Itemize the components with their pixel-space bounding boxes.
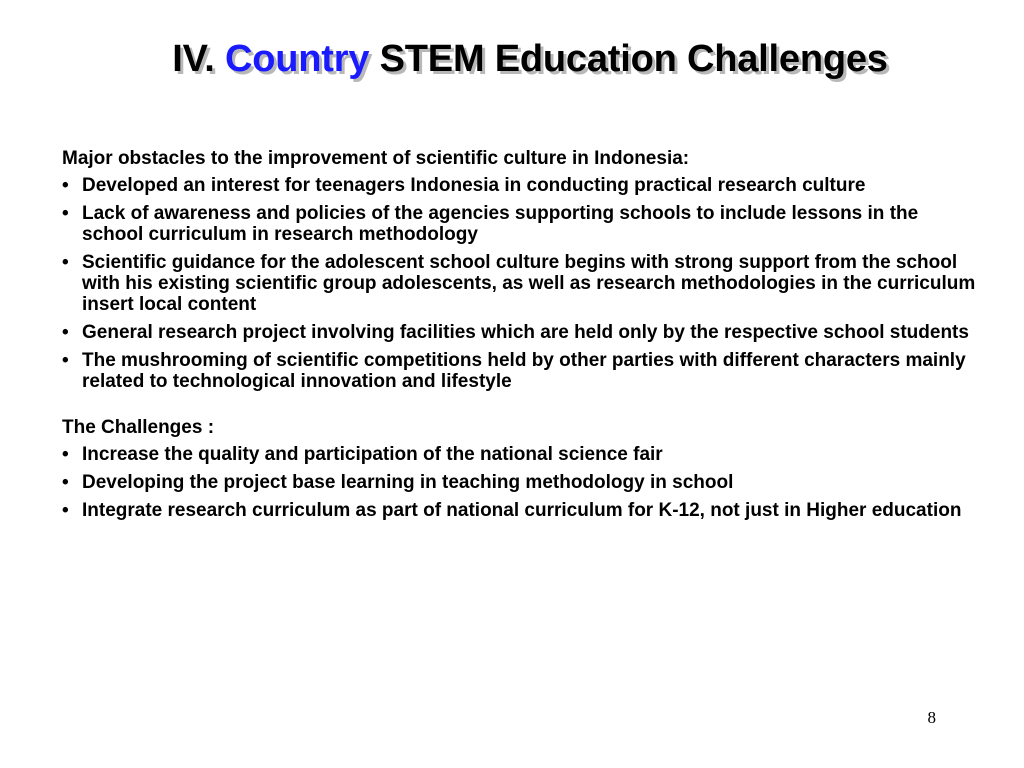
challenge-item (62, 500, 982, 521)
bullet-icon: • (62, 472, 69, 493)
bullet-icon: • (62, 203, 69, 224)
obstacle-item (62, 252, 982, 315)
obstacle-item (62, 322, 982, 343)
challenge-text: Increase the quality and participation of the national science fair (82, 444, 663, 465)
challenge-text: Integrate research curriculum as part of national curriculum for K-12, not just in Higher education (82, 500, 962, 521)
bullet-icon: • (62, 444, 69, 465)
obstacle-item (62, 350, 982, 392)
obstacle-text: Developed an interest for teenagers Indonesia in conducting practical research culture (82, 175, 866, 196)
challenge-item (62, 444, 982, 465)
obstacle-text: General research project involving facilities which are held only by the respective school students (82, 322, 969, 343)
slide-body (62, 148, 982, 528)
section-spacer (62, 399, 982, 417)
challenges-heading: The Challenges : (62, 417, 215, 438)
challenge-text: Developing the project base learning in teaching methodology in school (82, 472, 734, 493)
bullet-icon: • (62, 350, 69, 371)
bullet-icon: • (62, 252, 69, 273)
obstacles-list (62, 175, 982, 392)
slide-title (0, 38, 1024, 81)
obstacle-text: The mushrooming of scientific competitions held by other parties with different characters mainly related to technological innovation and lifestyle (82, 350, 966, 392)
page-number: 8 (927, 708, 936, 727)
title-suffix: STEM Education Challenges (369, 38, 888, 80)
bullet-icon: • (62, 500, 69, 521)
title-prefix: IV. (172, 38, 226, 80)
obstacle-item (62, 203, 982, 245)
obstacle-text: Scientific guidance for the adolescent school culture begins with strong support from the school with his existing scientific group adolescents, as well as research methodologies in the curriculum insert local content (82, 252, 976, 315)
bullet-icon: • (62, 322, 69, 343)
challenge-item (62, 472, 982, 493)
obstacles-heading: Major obstacles to the improvement of scientific culture in Indonesia: (62, 148, 690, 169)
obstacle-text: Lack of awareness and policies of the agencies supporting schools to include lessons in the school curriculum in research methodology (82, 203, 919, 245)
challenges-list (62, 444, 982, 521)
bullet-icon: • (62, 175, 69, 196)
obstacle-item (62, 175, 982, 196)
title-accent-word: Country (225, 38, 370, 80)
